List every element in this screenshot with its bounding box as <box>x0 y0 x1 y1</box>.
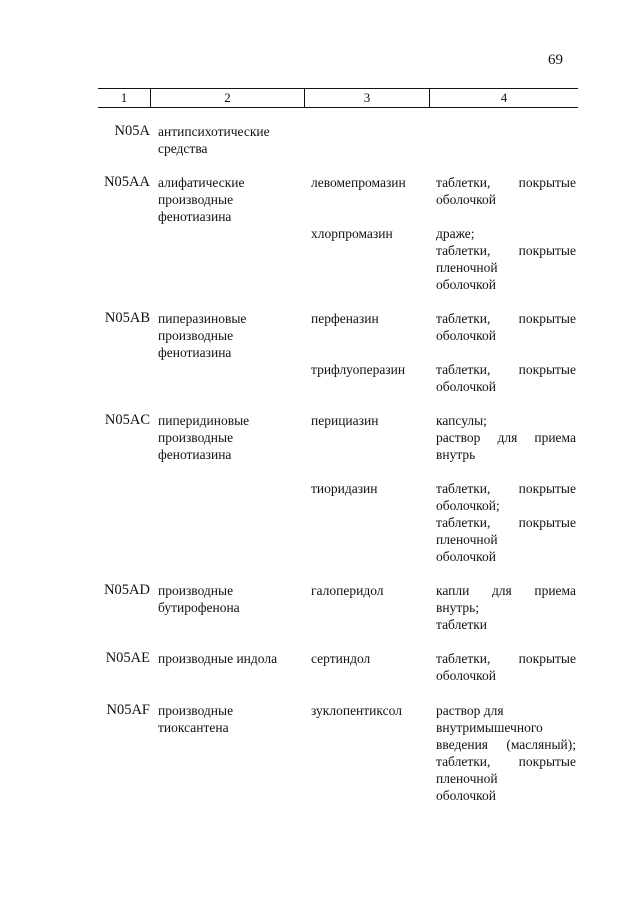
dosage-form-word: таблетки, <box>436 481 491 496</box>
page-number: 69 <box>548 52 563 68</box>
dosage-forms <box>436 480 576 565</box>
dosage-form-line <box>436 480 576 497</box>
dosage-form-line: оболочкой <box>436 277 496 292</box>
dosage-form-line <box>436 310 576 327</box>
dosage-forms <box>436 702 576 804</box>
dosage-form-word: покрытые <box>518 175 576 190</box>
dosage-form-word: таблетки, <box>436 651 491 666</box>
group-name: производные тиоксантена <box>158 703 234 735</box>
atc-code: N05AC <box>104 412 150 428</box>
header-col-2: 2 <box>224 90 231 105</box>
dosage-forms <box>436 582 576 633</box>
substance-name: хлорпромазин <box>311 226 393 241</box>
dosage-form-word: для <box>497 430 518 445</box>
substance-name: сертиндол <box>311 651 371 666</box>
dosage-form-line: драже; <box>436 226 475 241</box>
atc-code: N05AA <box>104 174 150 190</box>
header-col-3: 3 <box>363 90 371 105</box>
dosage-form-line: оболочкой; <box>436 498 500 513</box>
group-name: производные индола <box>158 651 278 666</box>
dosage-form-word: приема <box>534 430 576 445</box>
dosage-form-word: покрытые <box>518 754 576 769</box>
dosage-form-line: капсулы; <box>436 413 487 428</box>
dosage-form-word: таблетки, <box>436 243 491 258</box>
dosage-form-line: оболочкой <box>436 379 496 394</box>
header-col-4: 4 <box>500 90 508 105</box>
dosage-form-line: внутрь; <box>436 600 480 615</box>
dosage-form-word: таблетки, <box>436 754 491 769</box>
dosage-form-word: (масляный); <box>506 737 576 752</box>
substance-name: перфеназин <box>311 311 379 326</box>
dosage-form-line <box>436 753 576 770</box>
dosage-form-line: оболочкой <box>436 668 496 683</box>
atc-code: N05AB <box>104 310 150 326</box>
atc-code: N05AE <box>105 650 150 666</box>
atc-code: N05AD <box>104 582 150 598</box>
dosage-form-line <box>436 736 576 753</box>
dosage-form-word: введения <box>436 737 489 752</box>
dosage-form-line: раствор для <box>436 703 504 718</box>
dosage-form-line: пленочной <box>436 532 498 547</box>
dosage-form-line <box>436 242 576 259</box>
dosage-form-word: капли <box>436 583 470 598</box>
dosage-form-word: таблетки, <box>436 515 491 530</box>
dosage-form-line: оболочкой <box>436 549 496 564</box>
dosage-form-word: покрытые <box>518 311 576 326</box>
group-name: производные бутирофенона <box>158 583 240 615</box>
header-col-1: 1 <box>120 90 128 105</box>
dosage-form-line: пленочной <box>436 260 498 275</box>
dosage-form-line: внутрь <box>436 447 476 462</box>
dosage-form-line <box>436 650 576 667</box>
dosage-form-line: таблетки <box>436 617 488 632</box>
dosage-form-word: покрытые <box>518 481 576 496</box>
dosage-form-word: таблетки, <box>436 362 491 377</box>
dosage-form-line <box>436 429 576 446</box>
dosage-forms <box>436 412 576 463</box>
dosage-forms <box>436 225 576 293</box>
dosage-form-word: раствор <box>436 430 481 445</box>
group-name: алифатические производные фенотиазина <box>158 175 245 224</box>
dosage-form-word: для <box>491 583 512 598</box>
substance-name: галоперидол <box>311 583 384 598</box>
dosage-form-word: покрытые <box>518 243 576 258</box>
atc-code: N05A <box>114 123 150 139</box>
group-name: пиперазиновые производные фенотиазина <box>158 311 247 360</box>
dosage-form-line <box>436 582 576 599</box>
group-name: антипсихотические средства <box>158 124 270 156</box>
dosage-form-line: оболочкой <box>436 192 496 207</box>
substance-name: левомепромазин <box>311 175 406 190</box>
atc-code: N05AF <box>106 702 150 718</box>
dosage-form-line <box>436 514 576 531</box>
dosage-form-line <box>436 174 576 191</box>
dosage-form-line: внутримышечного <box>436 720 543 735</box>
dosage-form-word: покрытые <box>518 515 576 530</box>
dosage-form-word: приема <box>534 583 576 598</box>
dosage-form-line: пленочной <box>436 771 498 786</box>
substance-name: перициазин <box>311 413 379 428</box>
dosage-form-word: таблетки, <box>436 311 491 326</box>
substance-name: зуклопентиксол <box>311 703 402 718</box>
dosage-form-line: оболочкой <box>436 788 496 803</box>
dosage-form-word: таблетки, <box>436 175 491 190</box>
dosage-form-word: покрытые <box>518 651 576 666</box>
dosage-forms <box>436 650 576 684</box>
dosage-forms <box>436 174 576 208</box>
substance-name: трифлуоперазин <box>311 362 406 377</box>
dosage-form-line: оболочкой <box>436 328 496 343</box>
dosage-forms <box>436 361 576 395</box>
dosage-form-word: покрытые <box>518 362 576 377</box>
substance-name: тиоридазин <box>311 481 378 496</box>
group-name: пиперидиновые производные фенотиазина <box>158 413 250 462</box>
dosage-form-line <box>436 361 576 378</box>
table-header <box>98 88 578 108</box>
dosage-forms <box>436 310 576 344</box>
